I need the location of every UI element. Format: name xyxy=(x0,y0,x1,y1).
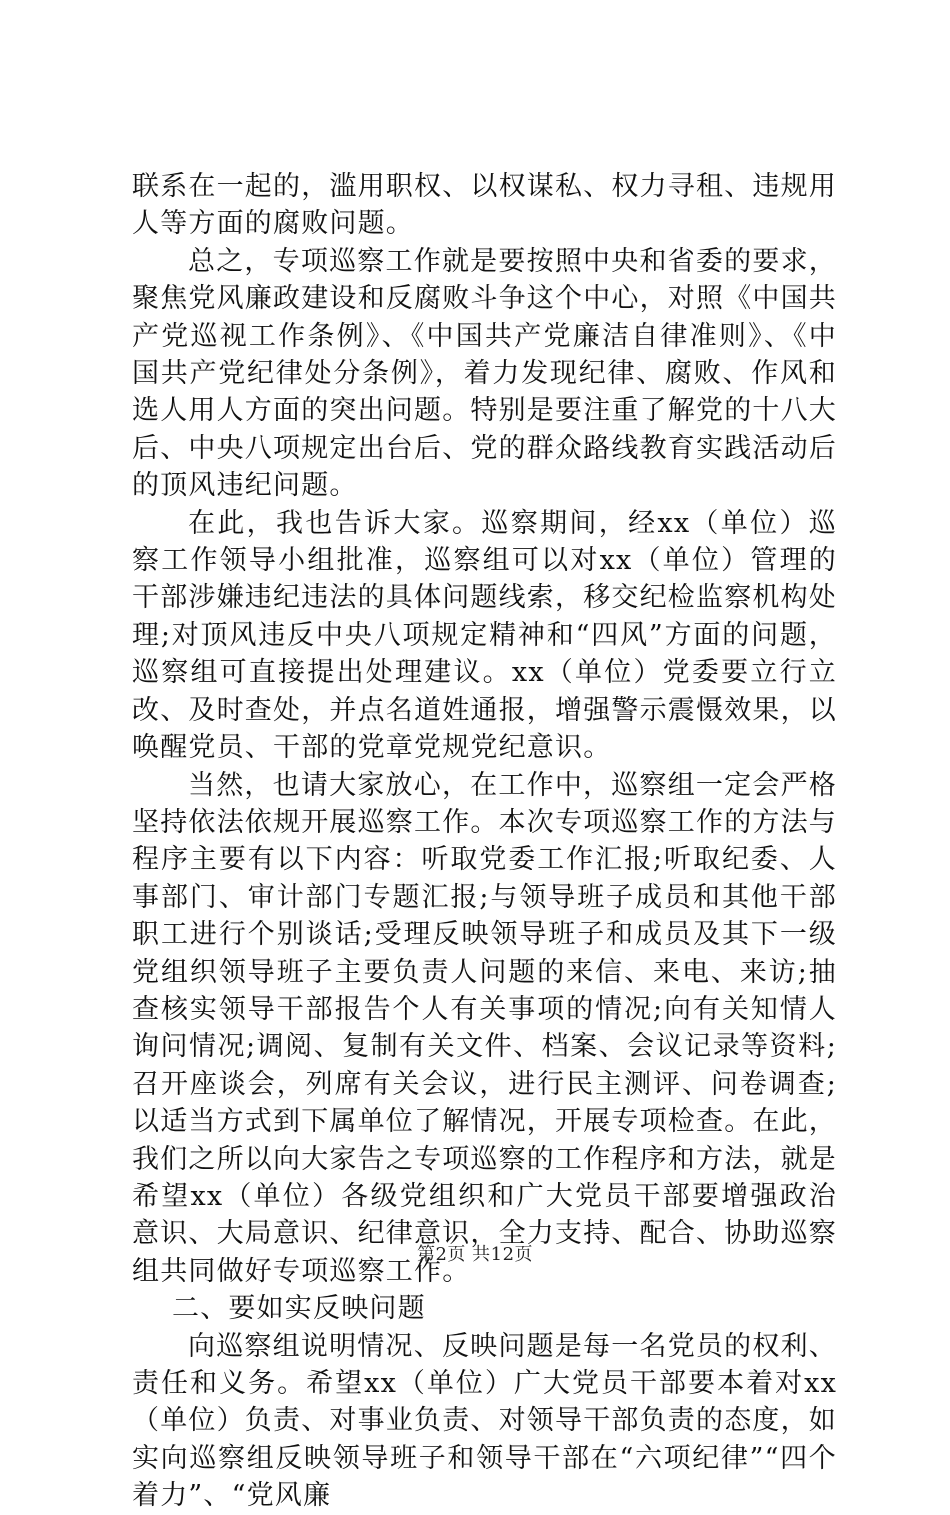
paragraph-notice: 在此，我也告诉大家。巡察期间，经xx（单位）巡察工作领导小组批准，巡察组可以对xx（单位）管理的干部涉嫌违纪违法的具体问题线索，移交纪检监察机构处理;对顶风违反中央八项规定精神和“四风”方面的问题，巡察组可直接提出处理建议。xx（单位）党委要立行立改、及时查处，并点名道姓通报，增强警示震慑效果，以唤醒党员、干部的党章党规党纪意识。 xyxy=(132,507,837,764)
section-heading: 二、要如实反映问题 xyxy=(172,1293,426,1325)
document-body xyxy=(132,168,837,1515)
paragraph-report-issues: 向巡察组说明情况、反映问题是每一名党员的权利、责任和义务。希望xx（单位）广大党员干部要本着对xx（单位）负责、对事业负责、对领导干部负责的态度，如实向巡察组反映领导班子和领导干部在“六项纪律”“四个着力”、“党风廉 xyxy=(132,1330,837,1512)
paragraph-summary: 总之，专项巡察工作就是要按照中央和省委的要求，聚焦党风廉政建设和反腐败斗争这个中心，对照《中国共产党巡视工作条例》、《中国共产党廉洁自律准则》、《中国共产党纪律处分条例》，着力发现纪律、腐败、作风和选人用人方面的突出问题。特别是要注重了解党的十八大后、中央八项规定出台后、党的群众路线教育实践活动后的顶风违纪问题。 xyxy=(132,245,837,502)
paragraph-continuation: 联系在一起的，滥用职权、以权谋私、权力寻租、违规用人等方面的腐败问题。 xyxy=(132,171,837,240)
page-number-footer: 第2页 共12页 xyxy=(416,1244,534,1265)
paragraph-methods: 当然，也请大家放心，在工作中，巡察组一定会严格坚持依法依规开展巡察工作。本次专项巡察工作的方法与程序主要有以下内容：听取党委工作汇报;听取纪委、人事部门、审计部门专题汇报;与领导班子成员和其他干部职工进行个别谈话;受理反映领导班子和成员及其下一级党组织领导班子主要负责人问题的来信、来电、来访;抽查核实领导干部报告个人有关事项的情况;向有关知情人询问情况;调阅、复制有关文件、档案、会议记录等资料;召开座谈会，列席有关会议，进行民主测评、问卷调查;以适当方式到下属单位了解情况，开展专项检查。在此，我们之所以向大家告之专项巡察的工作程序和方法，就是希望xx（单位）各级党组织和广大党员干部要增强政治意识、大局意识、纪律意识，全力支持、配合、协助巡察组共同做好专项巡察工作。 xyxy=(132,769,837,1287)
